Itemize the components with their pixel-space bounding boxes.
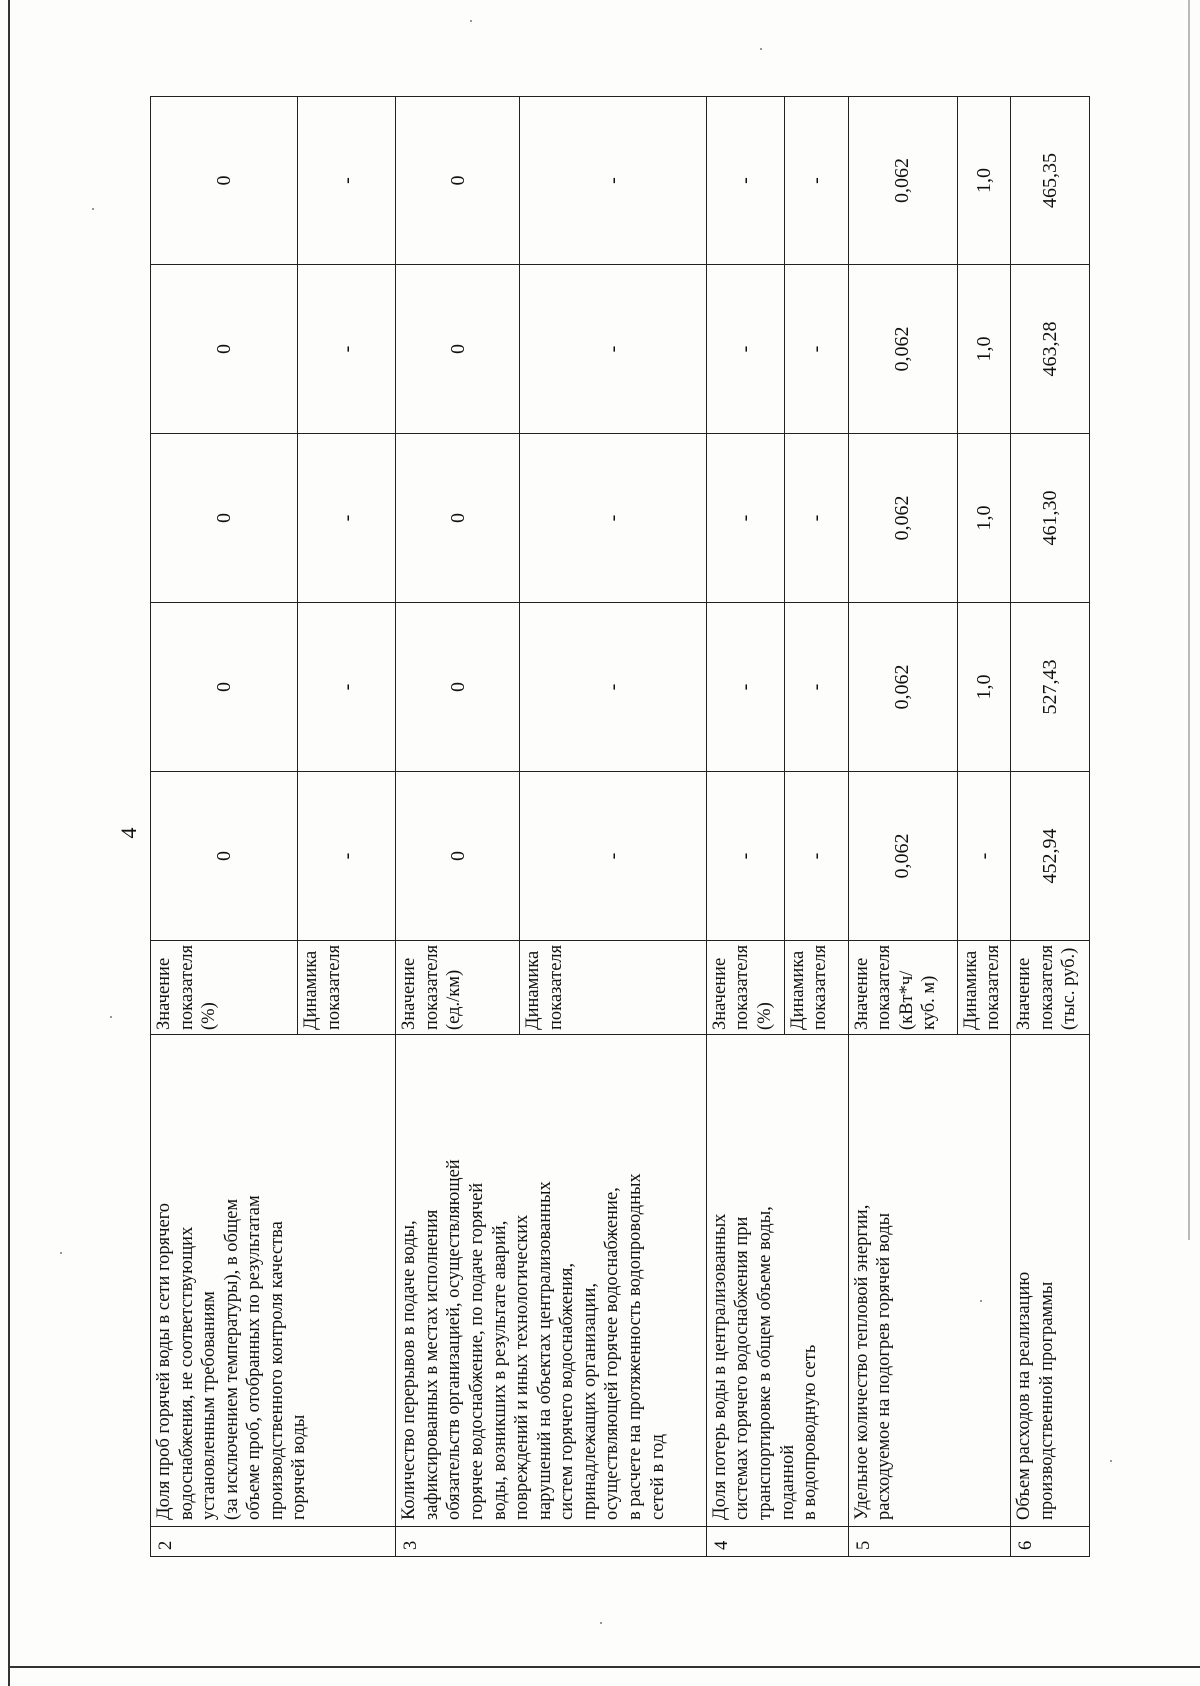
value-cell: 1,0 (957, 97, 1010, 265)
indicator-name (706, 1035, 848, 1527)
indicator-name (151, 1035, 396, 1527)
table-row (1010, 97, 1089, 1557)
indicators-table (150, 96, 1090, 1557)
indicator-unit: Динамика показателя (298, 941, 396, 1035)
value-cell: - (784, 97, 848, 265)
indicator-line: горячей воды (289, 1414, 310, 1520)
indicator-line: расходуемое на подогрев горячей воды (874, 1212, 895, 1520)
indicator-line: в расчете на протяженность водопроводных (624, 1173, 645, 1520)
value-cell: - (957, 772, 1010, 941)
value-cell: 465,35 (1010, 97, 1089, 265)
rotated-table-container (150, 97, 1090, 1557)
indicator-line: производственного контроля качества (266, 1221, 287, 1520)
indicator-unit: Значение показателя (тыс. руб.) (1010, 941, 1089, 1035)
value-cell: 0 (396, 434, 520, 603)
value-cell: - (520, 772, 707, 941)
indicator-name (848, 1035, 1010, 1527)
table-row (151, 97, 298, 1557)
indicator-unit: Значение показателя (ед./км) (396, 941, 520, 1035)
indicator-line: системах горячего водоснабжения при (732, 1216, 753, 1520)
value-cell: 1,0 (957, 434, 1010, 603)
value-cell: - (784, 265, 848, 434)
value-cell: - (706, 97, 784, 265)
indicator-unit: Динамика показателя (520, 941, 707, 1035)
value-cell: 527,43 (1010, 603, 1089, 772)
indicator-line: производственной программы (1036, 1281, 1057, 1520)
scan-edge-bottom (8, 1666, 1200, 1668)
value-cell: - (784, 603, 848, 772)
indicator-name (1010, 1035, 1089, 1527)
indicator-line: зафиксированных в местах исполнения (421, 1209, 442, 1520)
value-cell: - (298, 603, 396, 772)
value-cell: - (784, 772, 848, 941)
indicator-line: осуществляющей горячее водоснабжение, (602, 1187, 623, 1520)
indicator-line: горячее водоснабжение, по подаче горячей (467, 1182, 488, 1520)
indicator-name (396, 1035, 706, 1527)
indicator-line: установленным требованиям (199, 1291, 220, 1520)
indicator-unit: Значение показателя (%) (151, 941, 298, 1035)
value-cell: 1,0 (957, 265, 1010, 434)
value-cell: 0 (151, 772, 298, 941)
indicator-line: обязательств организацией, осуществляющей (444, 1159, 465, 1520)
value-cell: 452,94 (1010, 772, 1089, 941)
value-cell: 461,30 (1010, 434, 1089, 603)
value-cell: - (706, 603, 784, 772)
table-row (706, 97, 784, 1557)
indicator-line: Количество перерывов в подаче воды, (399, 1220, 420, 1520)
value-cell: - (706, 434, 784, 603)
row-number: 5 (848, 1527, 1010, 1557)
value-cell: 0,062 (848, 434, 957, 603)
table-body (151, 97, 1090, 1557)
value-cell: 0 (151, 97, 298, 265)
value-cell: - (706, 772, 784, 941)
scan-edge-right (1188, 0, 1190, 1240)
value-cell: - (298, 772, 396, 941)
value-cell: 0 (396, 603, 520, 772)
scan-edge-left (8, 0, 10, 1686)
value-cell: - (520, 434, 707, 603)
value-cell: - (298, 265, 396, 434)
value-cell: 0,062 (848, 97, 957, 265)
indicator-line: Доля проб горячей воды в сети горячего (154, 1202, 174, 1520)
indicator-unit: Динамика показателя (957, 941, 1010, 1035)
value-cell: 0 (151, 434, 298, 603)
row-number: 3 (396, 1527, 706, 1557)
value-cell: 0 (396, 265, 520, 434)
indicator-line: водоснабжения, не соответствующих (176, 1226, 197, 1520)
page-number: 4 (116, 827, 141, 839)
value-cell: 0 (151, 603, 298, 772)
indicator-line: сетей в год (647, 1433, 668, 1520)
indicator-line: транспортировке в общем объеме воды, (754, 1206, 775, 1520)
indicator-line: принадлежащих организации, (579, 1283, 600, 1520)
row-number: 6 (1010, 1527, 1089, 1557)
value-cell: 463,28 (1010, 265, 1089, 434)
indicator-line: объеме проб, отобранных по результатам (244, 1195, 265, 1520)
value-cell: 0,062 (848, 603, 957, 772)
indicator-unit: Динамика показателя (784, 941, 848, 1035)
value-cell: 0 (396, 97, 520, 265)
value-cell: 1,0 (957, 603, 1010, 772)
value-cell: 0,062 (848, 772, 957, 941)
row-number: 2 (151, 1527, 396, 1557)
indicator-line: в водопроводную сеть (800, 1344, 821, 1520)
indicator-line: повреждений и иных технологических (512, 1214, 533, 1520)
value-cell: - (784, 434, 848, 603)
value-cell: - (298, 97, 396, 265)
indicator-line: поданной (777, 1444, 798, 1520)
value-cell: 0,062 (848, 265, 957, 434)
value-cell: 0 (396, 772, 520, 941)
table-row (848, 97, 957, 1557)
table-row (396, 97, 520, 1557)
value-cell: - (520, 603, 707, 772)
indicator-line: Объем расходов на реализацию (1013, 1271, 1034, 1520)
indicator-line: систем горячего водоснабжения, (557, 1262, 578, 1520)
indicator-line: воды, возникших в результате аварий, (489, 1220, 510, 1520)
indicator-line: нарушений на объектах централизованных (534, 1181, 555, 1520)
indicator-unit: Значение показателя (%) (706, 941, 784, 1035)
indicator-line: (за исключением температуры), в общем (221, 1198, 242, 1520)
row-number: 4 (706, 1527, 848, 1557)
value-cell: - (520, 265, 707, 434)
value-cell: - (520, 97, 707, 265)
value-cell: - (706, 265, 784, 434)
indicator-unit: Значение показателя (кВт*ч/куб. м) (848, 941, 957, 1035)
indicator-line: Удельное количество тепловой энергии, (851, 1204, 872, 1520)
indicator-line: Доля потерь воды в централизованных (709, 1213, 730, 1520)
value-cell: - (298, 434, 396, 603)
value-cell: 0 (151, 265, 298, 434)
